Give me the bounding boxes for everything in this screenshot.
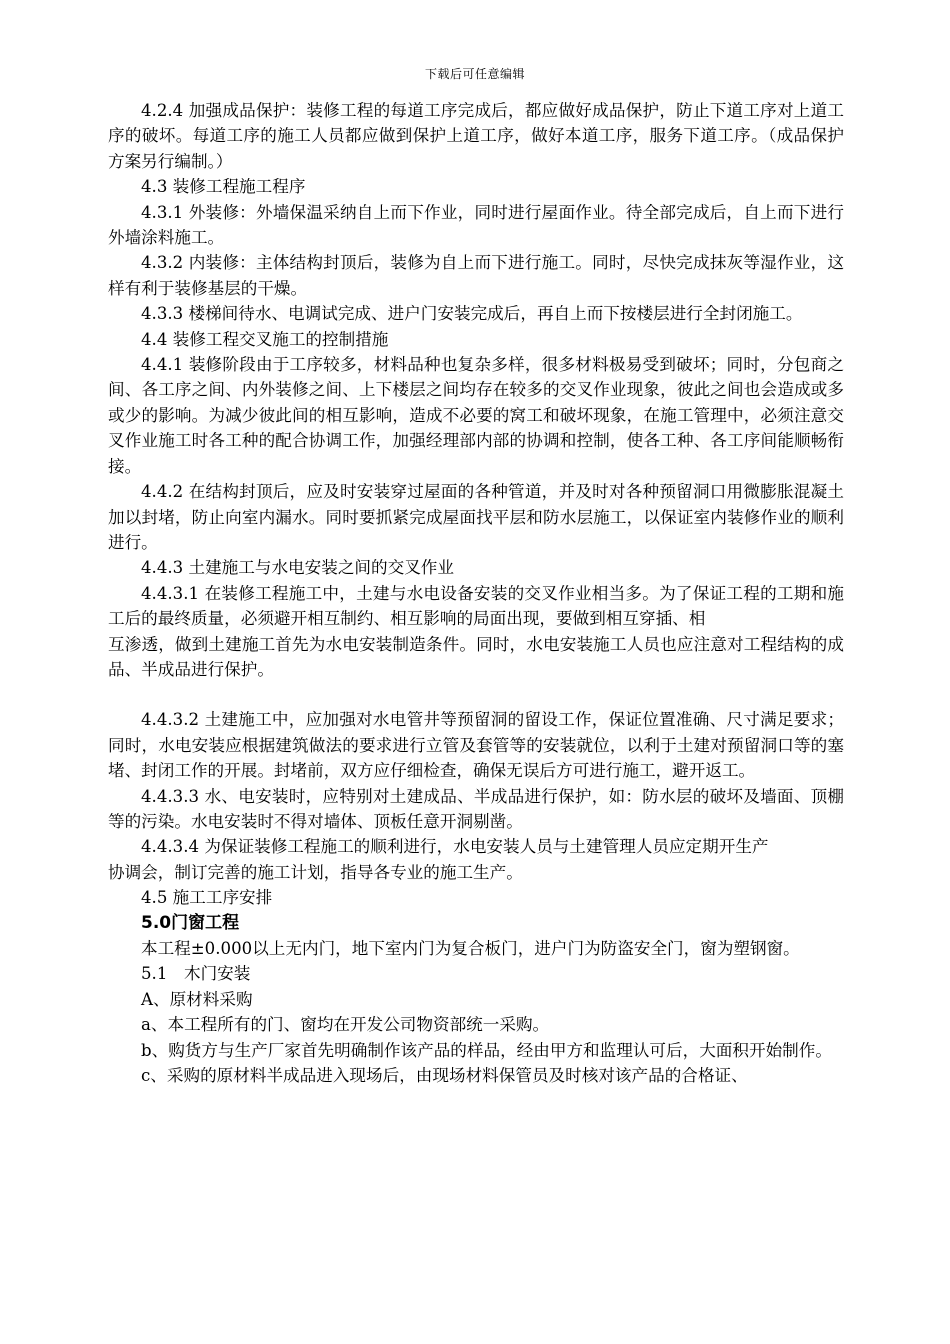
- heading-5-0: 5.0门窗工程: [141, 912, 240, 933]
- heading-4-3: 4.3 装修工程施工程序: [141, 177, 306, 197]
- para-4-4-3-1-cont: 互渗透，做到土建施工首先为水电安装制造条件。同时，水电安装施工人员也应注意对工程结构的成品、半成品进行保护。: [108, 634, 844, 679]
- para-4-4-3-3: 4.4.3.3 水、电安装时，应特别对土建成品、半成品进行保护，如：防水层的破坏及墙面、顶棚等的污染。水电安装时不得对墙体、顶板任意开洞剔凿。: [108, 786, 844, 831]
- blank-line: [108, 682, 844, 707]
- para-4-4-2: 4.4.2 在结构封顶后，应及时安装穿过屋面的各种管道，并及时对各种预留洞口用微膨胀混凝土加以封堵，防止向室内漏水。同时要抓紧完成屋面找平层和防水层施工，以保证室内装修作业的顺利进行。: [108, 482, 844, 552]
- para-4-4-3-1: 4.4.3.1 在装修工程施工中，土建与水电设备安装的交叉作业相当多。为了保证工程的工期和施工后的最终质量，必须避开相互制约、相互影响的局面出现，要做到相互穿插、相: [108, 583, 844, 629]
- page-header: 下载后可任意编辑: [424, 67, 525, 81]
- heading-4-4: 4.4 装修工程交叉施工的控制措施: [141, 329, 389, 349]
- para-4-4-3-4: 4.4.3.4 为保证装修工程施工的顺利进行，水电安装人员与土建管理人员应定期开生产: [141, 837, 769, 857]
- item-a-procurement: A、原材料采购: [141, 989, 253, 1009]
- heading-4-4-3: 4.4.3 土建施工与水电安装之间的交叉作业: [141, 558, 454, 578]
- para-4-4-1: 4.4.1 装修阶段由于工序较多，材料品种也复杂多样，很多材料极易受到破坏；同时，分包商之间、各工序之间、内外装修之间、上下楼层之间均存在较多的交叉作业现象，彼此之间也会造成或多或少的影响。为减少彼此间的相互影响，造成不必要的窝工和破坏现象，在施工管理中，必须注意交叉作业施工时各工种的配合协调工作，加强经理部内部的协调和控制，使各工种、各工序间能顺畅衔接。: [108, 355, 844, 476]
- item-c-1: c、采购的原材料半成品进入现场后，由现场材料保管员及时核对该产品的合格证、: [141, 1066, 748, 1086]
- heading-4-5: 4.5 施工工序安排: [141, 888, 273, 908]
- para-4-4-3-2: 4.4.3.2 土建施工中，应加强对水电管井等预留洞的留设工作，保证位置准确、尺寸满足要求；同时，水电安装应根据建筑做法的要求进行立管及套管等的安装就位，以利于土建对预留洞口等的塞堵、封闭工作的开展。封堵前，双方应仔细检查，确保无误后方可进行施工，避开返工。: [108, 710, 844, 781]
- item-a-1: a、本工程所有的门、窗均在开发公司物资部统一采购。: [141, 1015, 550, 1035]
- para-4-4-3-4-cont: 协调会，制订完善的施工计划，指导各专业的施工生产。: [108, 862, 523, 882]
- document-body: [108, 98, 844, 1088]
- item-b-1: b、购货方与生产厂家首先明确制作该产品的样品，经由甲方和监理认可后，大面积开始制作。: [141, 1040, 832, 1060]
- para-4-2-4: 4.2.4 加强成品保护：装修工程的每道工序完成后，都应做好成品保护，防止下道工序对上道工序的破坏。每道工序的施工人员都应做到保护上道工序，做好本道工序，服务下道工序。（成品保护方案另行编制。）: [108, 101, 844, 171]
- heading-5-1: 5.1 木门安装: [141, 964, 251, 984]
- para-4-3-3: 4.3.3 楼梯间待水、电调试完成、进户门安装完成后，再自上而下按楼层进行全封闭施工。: [141, 304, 803, 324]
- para-5-0-intro: 本工程±0.000以上无内门，地下室内门为复合板门，进户门为防盗安全门，窗为塑钢窗。: [141, 939, 800, 958]
- para-4-3-1: 4.3.1 外装修：外墙保温采纳自上而下作业，同时进行屋面作业。待全部完成后，自上而下进行外墙涂料施工。: [108, 202, 844, 248]
- para-4-3-2: 4.3.2 内装修：主体结构封顶后，装修为自上而下进行施工。同时，尽快完成抹灰等湿作业，这样有利于装修基层的干燥。: [108, 253, 844, 298]
